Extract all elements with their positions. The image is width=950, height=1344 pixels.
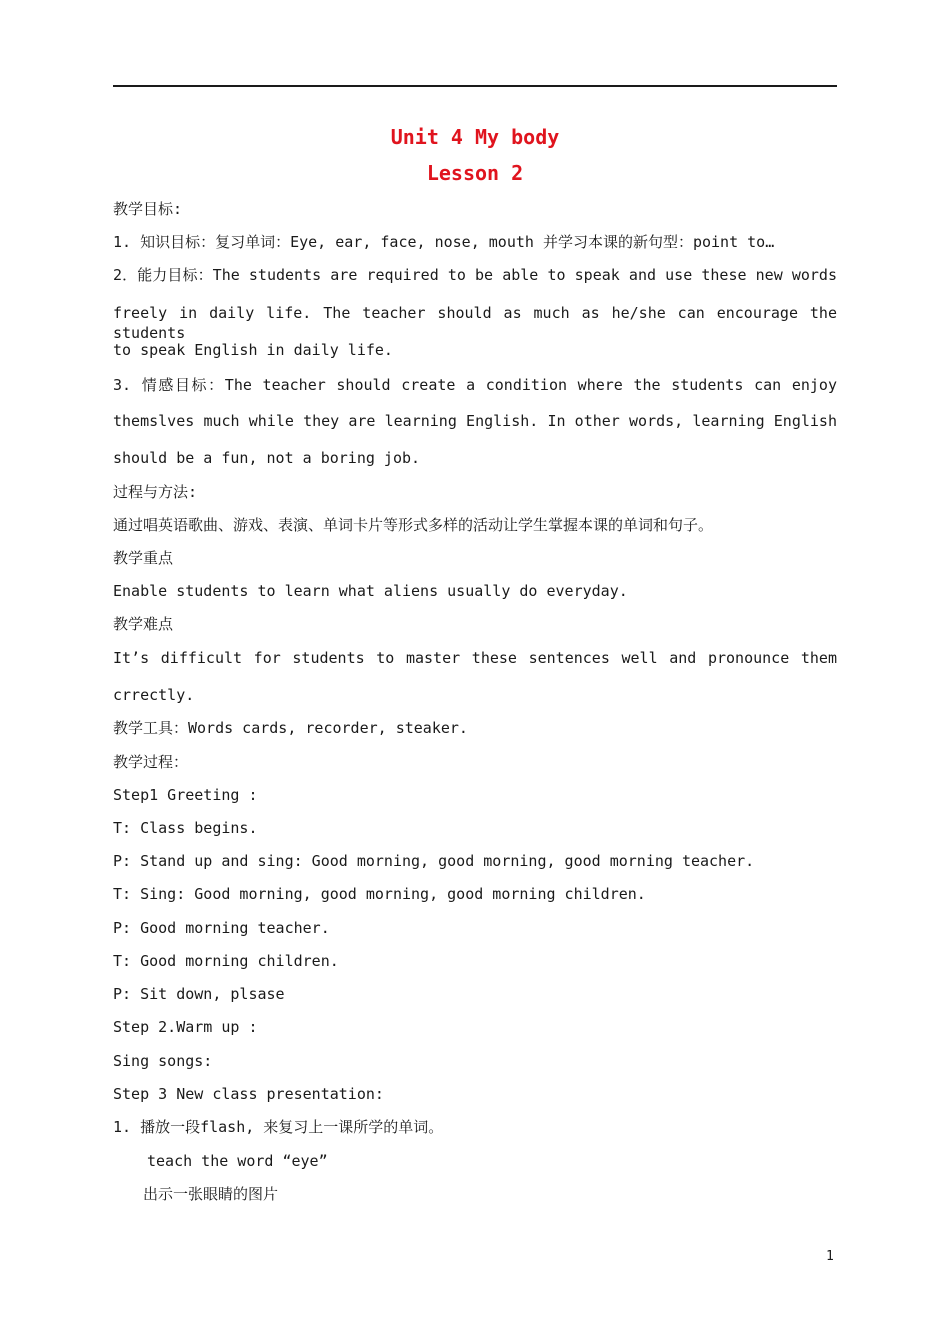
difficulties-text: It’s difficult for students to master these sentences well and pronounce them <box>113 649 837 667</box>
process-heading: 过程与方法: <box>113 483 198 501</box>
process-text: 通过唱英语歌曲、游戏、表演、单词卡片等形式多样的活动让学生掌握本课的单词和句子。 <box>113 516 714 534</box>
dialogue-line: T: Sing: Good morning, good morning, good morning children. <box>113 885 646 903</box>
step3-heading: Step 3 New class presentation: <box>113 1085 384 1103</box>
difficulties-heading: 教学难点 <box>113 615 174 633</box>
key-points-heading: 教学重点 <box>113 549 174 567</box>
procedure-heading: 教学过程： <box>113 753 189 771</box>
ability-objective-end: to speak English in daily life. <box>113 341 393 359</box>
teach-word-eye: teach the word “eye” <box>147 1152 328 1170</box>
doc-title: Unit 4 My body <box>390 125 560 149</box>
dialogue-line: P: Sit down, plsase <box>113 985 285 1003</box>
step2-heading: Step 2.Warm up : <box>113 1018 258 1036</box>
step1-heading: Step1 Greeting : <box>113 786 258 804</box>
ability-objective-cont: freely in daily life. The teacher should as much as he/she can encourage the students <box>113 304 837 342</box>
emotion-objective: 3. 情感目标：The teacher should create a condition where the students can enjoy <box>113 376 837 394</box>
page-number: 1 <box>826 1249 834 1264</box>
doc-subtitle: Lesson 2 <box>426 161 524 185</box>
tools-text: 教学工具：Words cards, recorder, steaker. <box>113 719 468 737</box>
objectives-heading: 教学目标: <box>113 200 183 218</box>
ability-objective: 2．能力目标：The students are required to be able to speak and use these new words <box>113 266 837 284</box>
sing-songs-text: Sing songs: <box>113 1052 213 1070</box>
key-points-text: Enable students to learn what aliens usually do everyday. <box>113 582 628 600</box>
dialogue-line: P: Good morning teacher. <box>113 919 330 937</box>
header-rule <box>113 85 837 87</box>
dialogue-line: P: Stand up and sing: Good morning, good morning, good morning teacher. <box>113 852 755 870</box>
dialogue-line: T: Class begins. <box>113 819 258 837</box>
step3-item-1: 1. 播放一段flash, 来复习上一课所学的单词。 <box>113 1118 444 1136</box>
dialogue-line: T: Good morning children. <box>113 952 339 970</box>
knowledge-objective: 1. 知识目标：复习单词：Eye, ear, face, nose, mouth 并学习本课的新句型：point to… <box>113 233 775 251</box>
emotion-objective-end: should be a fun, not a boring job. <box>113 449 421 467</box>
emotion-objective-cont: themslves much while they are learning English. In other words, learning English <box>113 412 837 430</box>
show-eye-picture: 出示一张眼睛的图片 <box>143 1185 279 1203</box>
difficulties-text-end: crrectly. <box>113 686 195 704</box>
